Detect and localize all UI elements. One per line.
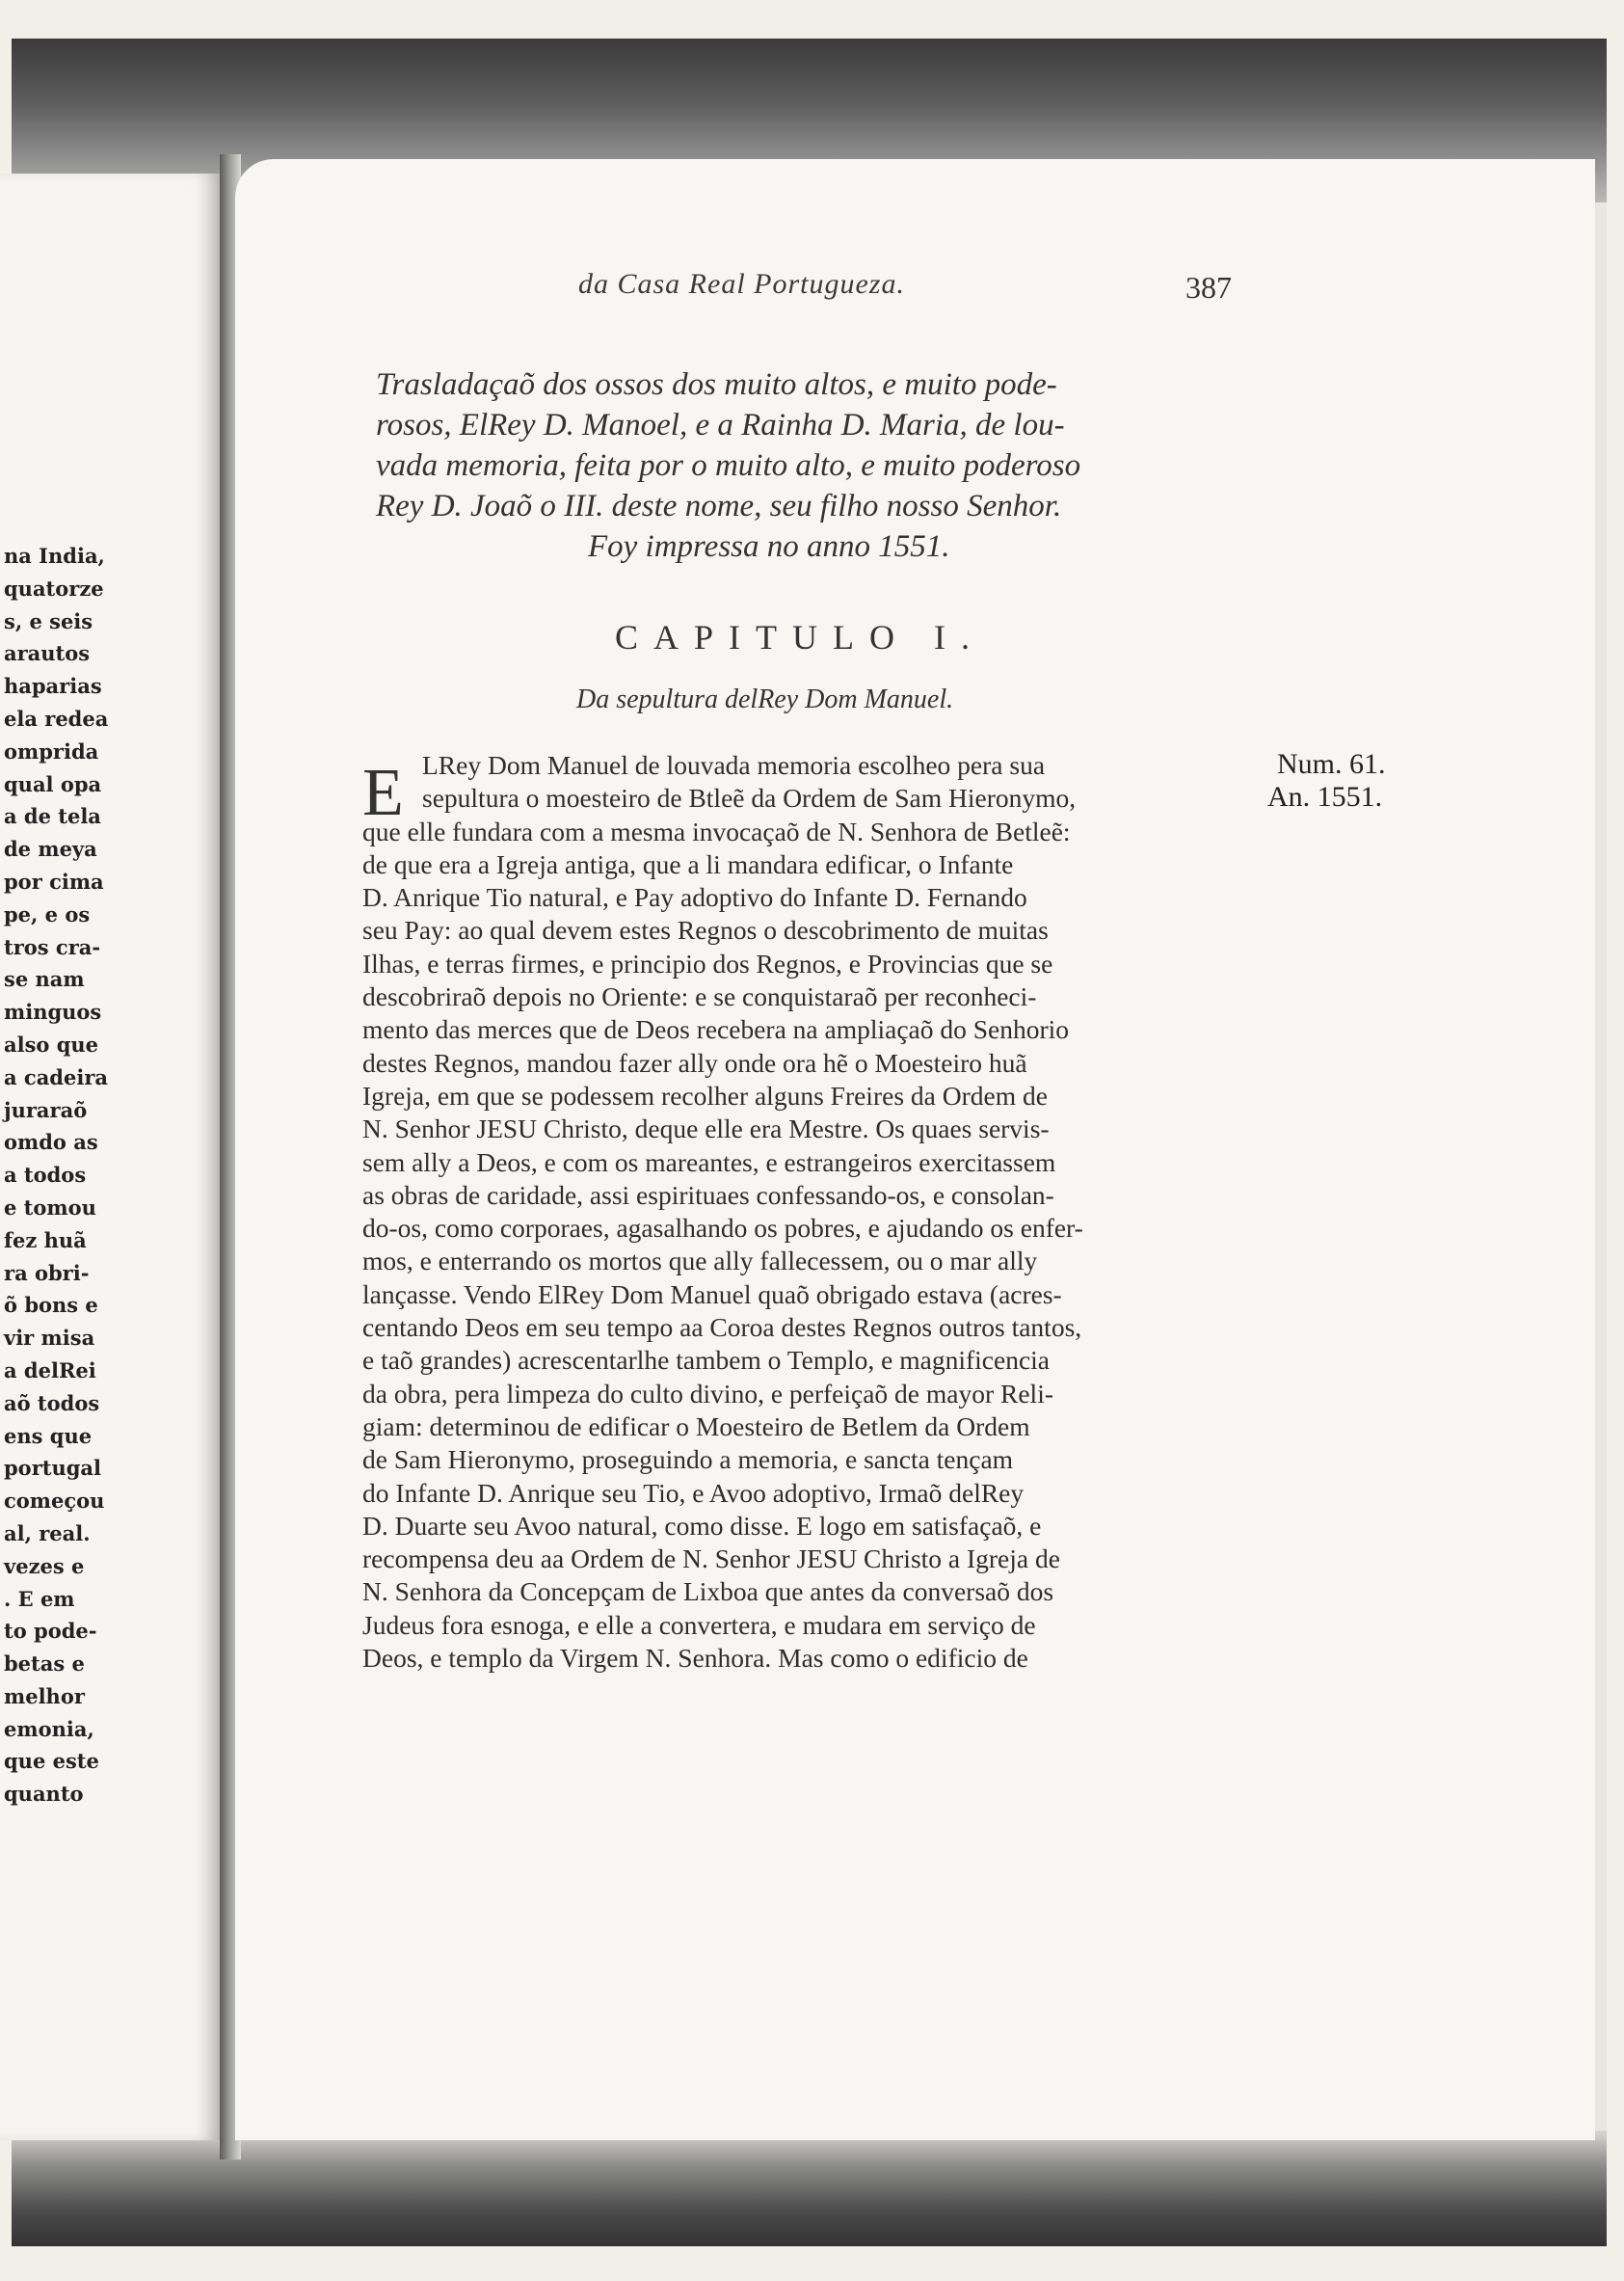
margin-note-number: Num. 61. — [1277, 748, 1386, 780]
left-page-fragment: tros cra- — [4, 934, 101, 959]
left-page-fragment: de meya — [4, 837, 97, 862]
left-page-fragment: a cadeira — [4, 1064, 109, 1089]
left-page-fragment: na India, — [4, 544, 105, 568]
left-page-fragment: haparias — [4, 674, 102, 699]
margin-note — [1267, 748, 1386, 814]
left-page-fragment: minguos — [4, 1000, 102, 1025]
left-page-fragment: juraraõ — [4, 1097, 88, 1122]
left-page-fragment: a todos — [4, 1163, 87, 1188]
left-page-fragment: quatorze — [4, 576, 104, 601]
left-page-fragment: vir misa — [4, 1326, 95, 1351]
body-line: as obras de caridade, assi espirituaes confessando-os, e consolan- — [362, 1179, 1054, 1210]
title-block — [376, 364, 1243, 567]
body-line: de Sam Hieronymo, proseguindo a memoria, e sancta tençam — [362, 1444, 1014, 1475]
body-line: descobriraõ depois no Oriente: e se conquistaraõ per reconheci- — [362, 981, 1037, 1012]
chapter-subtitle: Da sepultura delRey Dom Manuel. — [576, 684, 954, 714]
left-page-fragment: quanto — [4, 1782, 84, 1807]
left-page-fragment: e tomou — [4, 1194, 96, 1220]
left-page-fragment: ens que — [4, 1423, 93, 1448]
body-line: mos, e enterrando os mortos que ally fallecessem, ou o mar ally — [362, 1246, 1038, 1276]
body-line: D. Duarte seu Avoo natural, como disse. E logo em satisfaçaõ, e — [362, 1510, 1042, 1541]
body-line: N. Senhor JESU Christo, deque elle era Mestre. Os quaes servis- — [362, 1114, 1050, 1144]
left-page-fragment: õ bons e — [4, 1293, 98, 1318]
bottom-shadow — [12, 2131, 1607, 2246]
left-page-fragment: pe, e os — [4, 901, 91, 926]
left-page-fragment: to pode- — [4, 1619, 97, 1644]
body-line: sem ally a Deos, e com os mareantes, e estrangeiros exercitassem — [362, 1146, 1056, 1177]
left-page-fragment: vezes e — [4, 1553, 85, 1578]
title-line: vada memoria, feita por o muito alto, e muito poderoso — [376, 448, 1081, 483]
left-page-fragment: fez huã — [4, 1227, 87, 1252]
left-page-fragment: ra obri- — [4, 1260, 90, 1285]
body-line: LRey Dom Manuel de louvada memoria escolheo pera sua — [422, 750, 1046, 780]
page-number: 387 — [1185, 270, 1232, 305]
left-page-fragment: qual opa — [4, 771, 102, 796]
left-page-fragment: portugal — [4, 1456, 101, 1481]
title-line: rosos, ElRey D. Manoel, e a Rainha D. Maria, de lou- — [376, 408, 1065, 443]
body-line: mento das merces que de Deos recebera na ampliaçaõ do Senhorio — [362, 1014, 1070, 1045]
left-page — [0, 174, 220, 2140]
body-line: destes Regnos, mandou fazer ally onde ora hẽ o Moesteiro huã — [362, 1047, 1027, 1078]
left-page-fragment: melhor — [4, 1683, 85, 1708]
left-page-fragment: also que — [4, 1032, 99, 1057]
body-line: centando Deos em seu tempo aa Coroa destes Regnos outros tantos, — [362, 1312, 1082, 1343]
body-line: seu Pay: ao qual devem estes Regnos o descobrimento de muitas — [362, 915, 1049, 946]
left-page-fragment: por cima — [4, 869, 104, 894]
body-line: e taõ grandes) acrescentarlhe tambem o Templo, e magnificencia — [362, 1345, 1050, 1376]
body-line: de que era a Igreja antiga, que a li mandara edificar, o Infante — [362, 848, 1014, 879]
body-line: da obra, pera limpeza do culto divino, e perfeiçaõ de mayor Reli- — [362, 1378, 1054, 1409]
body-line: lançasse. Vendo ElRey Dom Manuel quaõ obrigado estava (acres- — [362, 1278, 1062, 1309]
chapter-heading: CAPITULO I. — [615, 618, 985, 657]
body-line: que elle fundara com a mesma invocaçaõ de N. Senhora de Betleẽ: — [362, 816, 1071, 846]
left-page-fragment: a de tela — [4, 804, 101, 829]
running-header: da Casa Real Portugueza. — [578, 268, 905, 300]
left-page-fragment: se nam — [4, 967, 85, 992]
body-line: Igreja, em que se podessem recolher alguns Freires da Ordem de — [362, 1080, 1048, 1111]
body-line: do-os, como corporaes, agasalhando os pobres, e ajudando os enfer- — [362, 1213, 1083, 1244]
body-line: recompensa deu aa Ordem de N. Senhor JESU Christo a Igreja de — [362, 1543, 1060, 1574]
body-text — [362, 749, 1259, 1675]
title-line: Trasladaçaõ dos ossos dos muito altos, e muito pode- — [376, 367, 1057, 402]
left-page-fragment: ela redea — [4, 706, 109, 731]
left-page-fragment: que este — [4, 1749, 99, 1774]
left-page-fragment: arautos — [4, 641, 91, 666]
left-page-fragment: . E em — [4, 1586, 75, 1611]
left-page-fragment: aõ todos — [4, 1390, 100, 1415]
drop-cap: E — [362, 756, 404, 830]
left-page-fragment: s, e seis — [4, 608, 93, 633]
body-line: do Infante D. Anrique seu Tio, e Avoo adoptivo, Irmaõ delRey — [362, 1477, 1025, 1508]
body-line: D. Anrique Tio natural, e Pay adoptivo do Infante D. Fernando — [362, 882, 1027, 913]
margin-note-year: An. 1551. — [1267, 781, 1383, 813]
left-page-fragment: a delRei — [4, 1357, 96, 1382]
body-line: sepultura o moesteiro de Btleẽ da Ordem de Sam Hieronymo, — [422, 783, 1077, 814]
body-line: giam: determinou de edificar o Moesteiro de Betlem da Ordem — [362, 1410, 1030, 1441]
body-line: N. Senhora da Concepçam de Lixboa que antes da conversaõ dos — [362, 1576, 1054, 1607]
body-line: Deos, e templo da Virgem N. Senhora. Mas como o edificio de — [362, 1643, 1028, 1674]
left-page-fragment: betas e — [4, 1651, 85, 1677]
left-page-fragment: omdo as — [4, 1130, 98, 1155]
left-page-fragment: começou — [4, 1489, 105, 1514]
left-page-fragment: omprida — [4, 738, 99, 764]
title-line: Rey D. Joaõ o III. deste nome, seu filho nosso Senhor. — [376, 489, 1062, 523]
title-line: Foy impressa no anno 1551. — [588, 529, 950, 564]
left-page-fragment: al, real. — [4, 1520, 91, 1545]
left-page-fragment: emonia, — [4, 1716, 94, 1741]
left-page-text-fragments — [0, 540, 202, 1811]
body-line: Judeus fora esnoga, e elle a convertera, e mudara em serviço de — [362, 1609, 1036, 1640]
body-line: Ilhas, e terras firmes, e principio dos Regnos, e Provincias que se — [362, 948, 1053, 979]
